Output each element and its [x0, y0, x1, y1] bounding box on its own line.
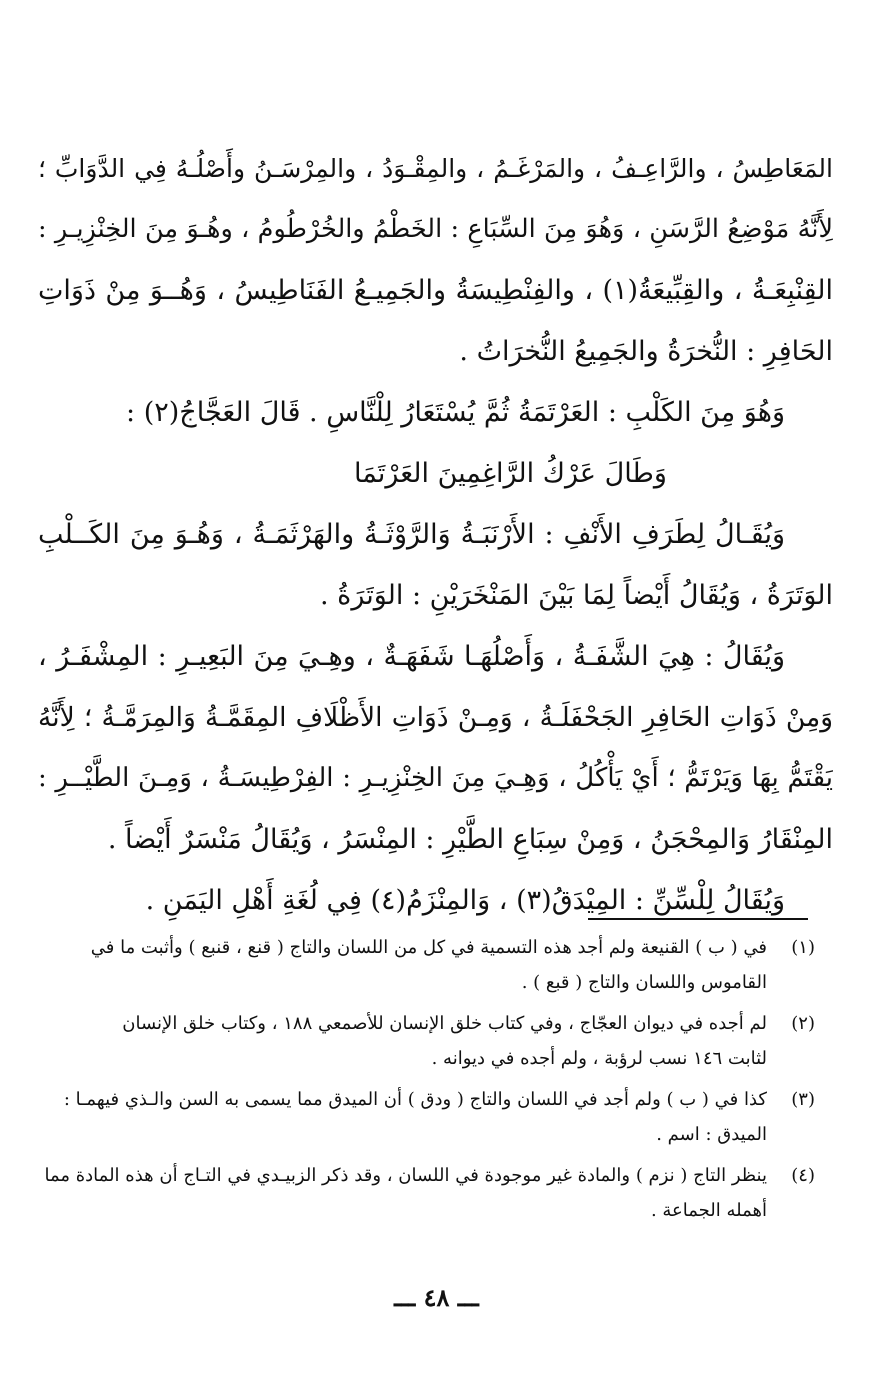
- text-line: وَهُوَ مِنَ الكَلْبِ : العَرْتَمَةُ ثُمَّ يُسْتَعَارُ لِلْنَّاسِ . قَالَ العَجَّاجُ(٢) :: [126, 397, 785, 428]
- footnote: [55, 1082, 815, 1152]
- footnote-line: الميدق : اسم .: [656, 1124, 767, 1145]
- footnote-body: [55, 1082, 767, 1152]
- footnote-body: [55, 930, 767, 1000]
- footnote-number: (٤): [791, 1165, 815, 1186]
- footnote: [55, 930, 815, 1000]
- text-line: القِنْبِعَـةُ ، والقِبِّيعَةُ(١) ، والفِنْطِيسَةُ والجَمِيـعُ الفَنَاطِيسُ ، وَهُــوَ مِنْ ذَوَاتِ: [38, 275, 833, 306]
- footnote-body: [55, 1006, 767, 1076]
- footnote-line: لثابت ١٤٦ نسب لرؤبة ، ولم أجده في ديوانه .: [431, 1048, 767, 1069]
- footnote-line: أهمله الجماعة .: [650, 1200, 767, 1221]
- text-line: الوَتَرَةُ ، وَيُقَالُ أَيْضاً لِمَا بَيْنَ المَنْخَرَيْنِ : الوَتَرَةُ .: [320, 580, 833, 611]
- footnote-line: ينظر التاج ( نزم ) والمادة غير موجودة في اللسان ، وقد ذكر الزبيـدي في التـاج أن هذه المادة مما: [44, 1165, 767, 1186]
- footnote: [55, 1006, 815, 1076]
- page-number: ـــ ٤٨ ـــ: [394, 1283, 479, 1312]
- footnotes: [44, 930, 815, 1234]
- footnote-number: (٣): [791, 1089, 815, 1110]
- text-line: المَعَاطِسُ ، والرَّاعِـفُ ، والمَرْغَـمُ ، والمِقْـوَدُ ، والمِرْسَـنُ وأَصْلُـهُ فِي الدَّوَابِّ ؛: [38, 154, 833, 183]
- footnote-number: (٢): [791, 1013, 815, 1034]
- text-line: لِأَنَّهُ مَوْضِعُ الرَّسَنِ ، وَهُوَ مِنَ السِّبَاعِ : الخَطْمُ والخُرْطُومُ ، وهُـوَ مِنَ الخِنْزِيـرِ :: [38, 214, 833, 244]
- footnote-line: لم أجده في ديوان العجّاج ، وفي كتاب خلق الإنسان للأصمعي ١٨٨ ، وكتاب خلق الإنسان: [122, 1013, 767, 1034]
- text-line: وَمِنْ ذَوَاتِ الحَافِرِ الجَحْفَلَـةُ ، وَمِـنْ ذَوَاتِ الأَظْلَافِ المِقَمَّـةُ وَالمِرَمَّـةُ ؛ لِأَنَّهُ: [38, 702, 833, 733]
- footnote-number: (١): [791, 937, 815, 958]
- text-line: يَقْتَمُّ بِهَا وَيَرْتَمُّ ؛ أَيْ يَأْكُلُ ، وَهِـيَ مِنَ الخِنْزِيـرِ : الفِرْطِيسَـةُ ، وَمِـنَ الطَّيْــرِ :: [38, 763, 833, 793]
- footnote: [44, 1158, 815, 1228]
- footnote-line: كذا في ( ب ) ولم أجد في اللسان والتاج ( ودق ) أن الميدق مما يسمى به السن والـذي فيهمـا :: [63, 1089, 767, 1110]
- verse-line: وَطَالَ عَرْكُ الرَّاغِمِينَ العَرْتَمَا: [354, 458, 667, 489]
- text-line: وَيُقَالُ لِلْسِّنِّ : المِيْدَقُ(٣) ، وَالمِنْزَمُ(٤) فِي لُغَةِ أَهْلِ اليَمَنِ .: [145, 885, 785, 916]
- text-line: المِنْقَارُ وَالمِحْجَنُ ، وَمِنْ سِبَاعِ الطَّيْرِ : المِنْسَرُ ، وَيُقَالُ مَنْسَرٌ أَيْضاً .: [107, 824, 833, 855]
- main-text: [38, 138, 833, 931]
- footnote-divider: [588, 918, 808, 920]
- footnote-line: القاموس واللسان والتاج ( قبع ) .: [521, 972, 767, 993]
- text-line: الحَافِرِ : النُّخرَةُ والجَمِيعُ النُّخرَاتُ .: [459, 336, 833, 367]
- text-line: وَيُقَـالُ لِطَرَفِ الأَنْفِ : الأَرْنَبَـةُ وَالرَّوْثَـةُ والهَرْثَمَـةُ ، وَهُـوَ مِنَ الكَــلْبِ: [38, 519, 785, 550]
- footnote-line: في ( ب ) القنيعة ولم أجد هذه التسمية في كل من اللسان والتاج ( قنع ، قنبع ) وأثبت ما في: [90, 937, 767, 958]
- footnote-body: [44, 1158, 767, 1228]
- text-line: وَيُقَالُ : هِيَ الشَّفَـةُ ، وَأَصْلُهَـا شَفَهَـةٌ ، وهِـيَ مِنَ البَعِيـرِ : المِشْفَـرُ ،: [38, 641, 785, 672]
